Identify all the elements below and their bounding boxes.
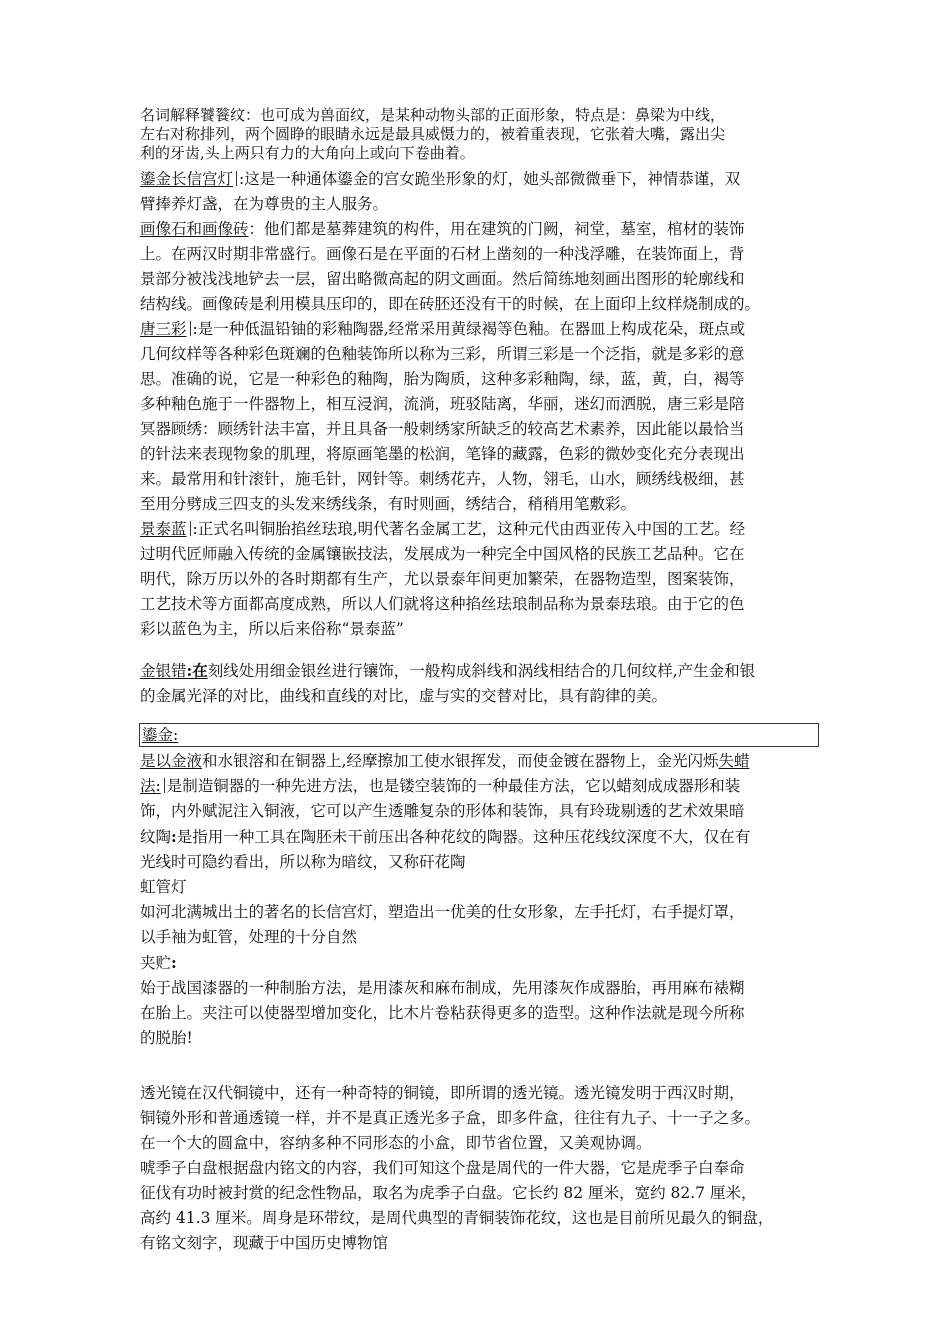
text-line: 的针法来表现物象的肌理，将原画笔墨的松润，笔锋的藏露，色彩的微妙变化充分表现出 xyxy=(140,445,745,463)
term-link[interactable]: 鎏金长信宫灯 xyxy=(140,170,234,188)
paragraph-gilding: 鎏金: 是以金液和水银溶和在铜器上,经摩擦加工使水银挥发，而使金镀在器物上，金光闪烁失蜡 法: 是制造铜器的一种先进方法，也是镂空装饰的一种最佳方法，它以蜡刻成成器形和装 饰，内外赋泥注入铜液，它可以产生透雕复杂的形体和装饰，具有玲珑剔透的艺术效果暗 纹陶:是指用一种工具在陶胚未干前压出各种花纹的陶器。这种压花线纹深度不大，仅在有 光线时可隐约看出，所以称为暗纹，又称矸花陶 xyxy=(140,723,820,875)
text-line: 冥器顾绣：顾绣针法丰富，并且具备一般刺绣家所缺乏的较高艺术素养，因此能以最恰当 xyxy=(140,420,745,438)
paragraph-jiazhu xyxy=(140,950,820,1051)
term-link[interactable]: 景泰蓝 xyxy=(140,520,187,538)
text-line: 结构线。画像砖是利用模具压印的，即在砖胚还没有干的时候，在上面印上纹样烧制成的。 xyxy=(140,295,761,313)
text-line: 光线时可隐约看出，所以称为暗纹，又称矸花陶 xyxy=(140,853,466,871)
term-link[interactable]: 画像石和画像砖 xyxy=(140,220,249,238)
text-line: 左右对称排列，两个圆睁的眼睛永远是最具威慑力的，被着重表现，它张着大嘴，露出尖 xyxy=(140,125,726,143)
text-line: 至用分劈成三四支的头发来绣线条，有时则画，绣结合，稍稍用笔敷彩。 xyxy=(140,495,637,513)
cursor-bar xyxy=(164,778,165,793)
text-line: 有铭文刻字，现藏于中国历史博物馆 xyxy=(140,1234,389,1252)
text-run: :这是一种通体鎏金的宫女跪坐形象的灯，她头部微微垂下，神情恭谨，双 xyxy=(239,170,741,188)
paragraph-mirror-and-plate xyxy=(140,1081,820,1256)
paragraph-tang-sancai xyxy=(140,317,820,517)
paragraph-rainbow-tube-lamp xyxy=(140,875,820,950)
text-line: 铜镜外形和普通透镜一样，并不是真正透光多子盒，即多件盒，往往有九子、十一子之多。 xyxy=(140,1109,761,1127)
term-link[interactable]: 金液 xyxy=(171,752,203,770)
paragraph-changxin-lamp xyxy=(140,167,820,217)
text-run: 刻线处用细金银丝进行镶饰，一般构成斜线和涡线相结合的几何纹样,产生金和银 xyxy=(207,662,756,680)
spacer xyxy=(140,709,820,717)
text-line: 几何纹样等各种彩色斑斓的色釉装饰所以称为三彩，所谓三彩是一个泛指，就是多彩的意 xyxy=(140,345,745,363)
text-run: ：他们都是墓葬建筑的构件，用在建筑的门阙，祠堂，墓室，棺材的装饰 xyxy=(248,220,745,238)
cursor-bar xyxy=(190,521,191,536)
text-line: 景部分被浅浅地铲去一层，留出略微高起的阴文画面。然后简练地刻画出图形的轮廓线和 xyxy=(140,270,745,288)
text-line: 过明代匠师融入传统的金属镶嵌技法，发展成为一种完全中国风格的民族工艺品种。它在 xyxy=(140,545,745,563)
spacer xyxy=(140,1051,820,1081)
cursor-bar xyxy=(190,321,191,336)
paragraph-taotie xyxy=(140,106,820,163)
paragraph-stone-brick xyxy=(140,217,820,317)
text-line: 明代，除万历以外的各时期都有生产，尤以景泰年间更加繁荣，在器物造型，图案装饰， xyxy=(140,570,745,588)
text-line: 高约 41.3 厘米。周身是环带纹，是周代典型的青铜装饰花纹，这也是目前所见最久的铜盘， xyxy=(140,1209,774,1227)
text-line: 在一个大的圆盒中，容纳多种不同形态的小盒，即节省位置，又美观协调。 xyxy=(140,1134,652,1152)
text-line: 透光镜在汉代铜镜中，还有一种奇特的铜镜，即所谓的透光镜。透光镜发明于西汉时期， xyxy=(140,1084,745,1102)
text-line: 来。最常用和针滚针，施毛针，网针等。刺绣花卉，人物，翎毛，山水，顾绣线极细，甚 xyxy=(140,470,745,488)
section-heading: 虹管灯 xyxy=(140,878,187,896)
text-line: 如河北满城出土的著名的长信宫灯，塑造出一优美的仕女形象，左手托灯，右手提灯罩， xyxy=(140,903,745,921)
document-page xyxy=(140,106,820,1256)
section-heading: 夹贮: xyxy=(140,953,177,972)
text-line: 的脱胎! xyxy=(140,1029,193,1047)
text-line: 上。在两汉时期非常盛行。画像石是在平面的石材上凿刻的一种浅浮雕，在装饰面上，背 xyxy=(140,245,745,263)
text-line: 在胎上。夹注可以使器型增加变化，比木片卷粘获得更多的造型。这种作法就是现今所称 xyxy=(140,1004,745,1022)
term-link[interactable]: 唐三彩 xyxy=(140,320,187,338)
text-line: 臂捧养灯盏，在为尊贵的主人服务。 xyxy=(140,195,389,213)
term-link[interactable]: 法: xyxy=(140,777,161,795)
text-line: 多种釉色施于一件器物上，相互浸润，流淌，班驳陆离，华丽，迷幻而洒脱，唐三彩是陪 xyxy=(140,395,745,413)
paragraph-gold-silver-inlay xyxy=(140,658,820,709)
paragraph-cloisonne xyxy=(140,517,820,642)
text-run: :正式名叫铜胎掐丝珐琅,明代著名金属工艺，这种元代由西亚传入中国的工艺。经 xyxy=(192,520,746,538)
text-line: 唬季子白盘根据盘内铭文的内容，我们可知这个盘是周代的一件大器，它是虎季子白奉命 xyxy=(140,1159,745,1177)
text-line: 征伐有功时被封赏的纪念性物品，取名为虎季子白盘。它长约 82 厘米，宽约 82.7 厘米， xyxy=(140,1184,757,1202)
text-line: 以手袖为虹管，处理的十分自然 xyxy=(140,928,358,946)
term-link[interactable]: 失蜡 xyxy=(718,752,750,770)
boxed-heading[interactable]: 鎏金: xyxy=(139,723,819,747)
text-line: 彩以蓝色为主，所以后来俗称“景泰蓝” xyxy=(140,620,404,638)
cursor-bar xyxy=(236,171,237,186)
term-link[interactable]: 金银错:在 xyxy=(140,661,208,680)
text-line: 工艺技术等方面都高度成熟，所以人们就将这种掐丝珐琅制品称为景泰珐琅。由于它的色 xyxy=(140,595,745,613)
text-line: 的金属光泽的对比，曲线和直线的对比，虚与实的交替对比，具有韵律的美。 xyxy=(140,687,668,705)
text-line: 利的牙齿,头上两只有力的大角向上或向下卷曲着。 xyxy=(140,144,475,162)
text-run: :是一种低温铅铀的彩釉陶器,经常采用黄绿褐等色釉。在器皿上构成花朵，斑点或 xyxy=(192,320,746,338)
text-line: 饰，内外赋泥注入铜液，它可以产生透雕复杂的形体和装饰，具有玲珑剔透的艺术效果暗 xyxy=(140,802,745,820)
text-line: 名词解释饕餮纹：也可成为兽面纹，是某种动物头部的正面形象，特点是：鼻梁为中线， xyxy=(140,106,726,124)
text-line: 思。准确的说，它是一种彩色的釉陶，胎为陶质，这种多彩釉陶，绿，蓝，黄，白，褐等 xyxy=(140,370,745,388)
text-line: 始于战国漆器的一种制胎方法，是用漆灰和麻布制成，先用漆灰作成器胎，再用麻布裱糊 xyxy=(140,979,745,997)
spacer xyxy=(140,642,820,658)
